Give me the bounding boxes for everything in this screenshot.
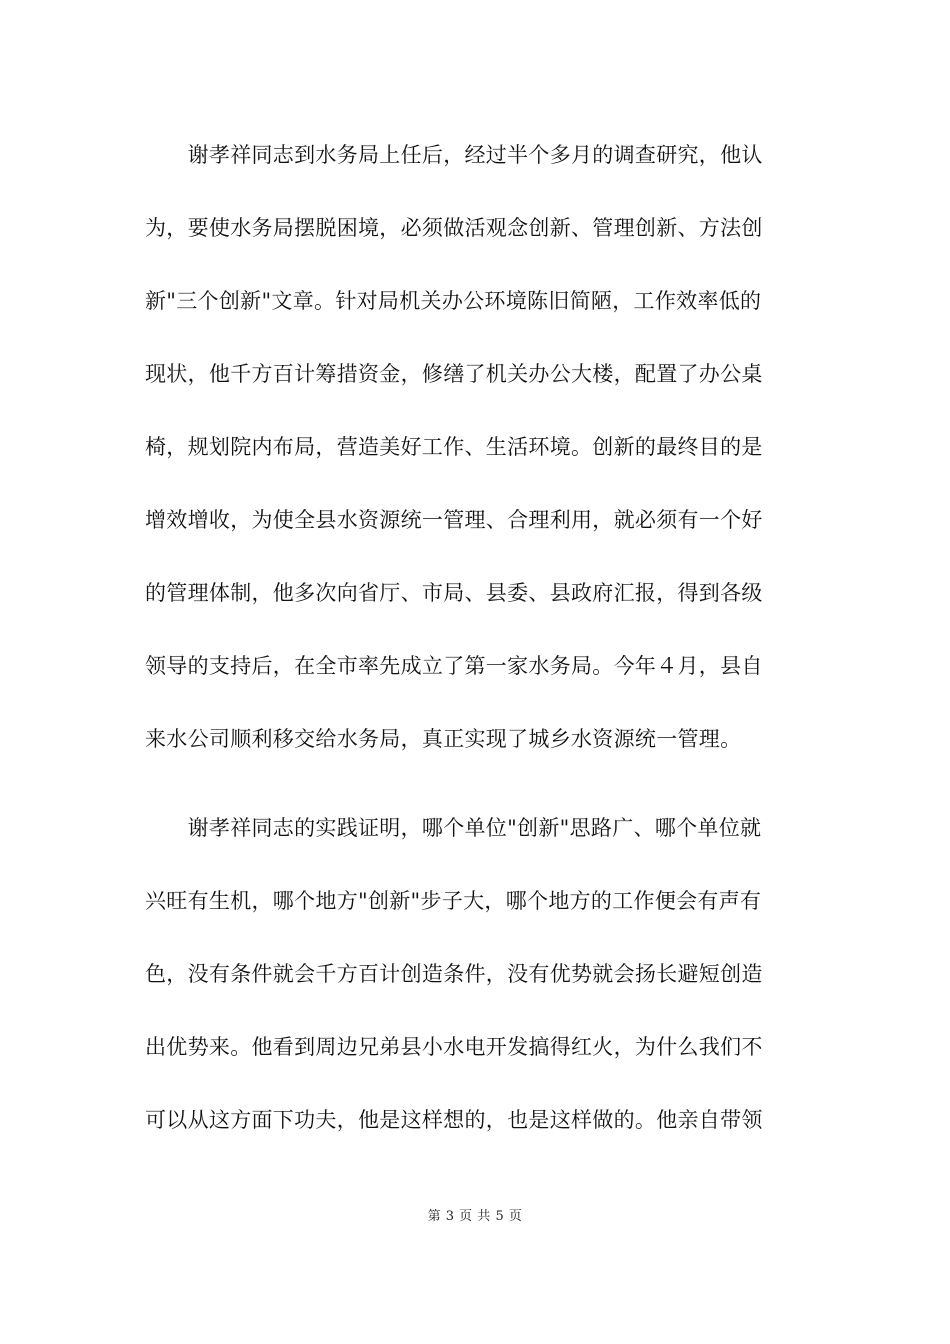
paragraph-1-line-7: 的管理体制，他多次向省厅、市局、县委、县政府汇报，得到各级 bbox=[145, 581, 763, 605]
paragraph-1-line-6: 增效增收，为使全县水资源统一管理、合理利用，就必须有一个好 bbox=[145, 508, 763, 532]
paragraph-1-line-1: 谢孝祥同志到水务局上任后，经过半个多月的调查研究，他认 bbox=[145, 143, 763, 167]
paragraph-1-line-9: 来水公司顺利移交给水务局，真正实现了城乡水资源统一管理。 bbox=[145, 727, 742, 751]
paragraph-1-line-2: 为，要使水务局摆脱困境，必须做活观念创新、管理创新、方法创 bbox=[145, 216, 763, 240]
paragraph-1-line-3: 新"三个创新"文章。针对局机关办公环境陈旧简陋，工作效率低的 bbox=[145, 289, 762, 313]
paragraph-2-line-1: 谢孝祥同志的实践证明，哪个单位"创新"思路广、哪个单位就 bbox=[145, 816, 762, 840]
paragraph-2-line-4: 出优势来。他看到周边兄弟县小水电开发搞得红火，为什么我们不 bbox=[145, 1035, 763, 1059]
paragraph-2-line-3: 色，没有条件就会千方百计创造条件，没有优势就会扬长避短创造 bbox=[145, 962, 763, 986]
paragraph-1-line-5: 椅，规划院内布局，营造美好工作、生活环境。创新的最终目的是 bbox=[145, 435, 763, 459]
paragraph-2-line-5: 可以从这方面下功夫，他是这样想的，也是这样做的。他亲自带领 bbox=[145, 1108, 763, 1132]
paragraph-1-line-8: 领导的支持后，在全市率先成立了第一家水务局。今年４月，县自 bbox=[145, 654, 763, 678]
paragraph-2-line-2: 兴旺有生机，哪个地方"创新"步子大，哪个地方的工作便会有声有 bbox=[145, 889, 762, 913]
paragraph-1-line-4: 现状，他千方百计筹措资金，修缮了机关办公大楼，配置了办公桌 bbox=[145, 362, 763, 386]
page-number-footer: 第 3 页 共 5 页 bbox=[427, 1209, 523, 1224]
